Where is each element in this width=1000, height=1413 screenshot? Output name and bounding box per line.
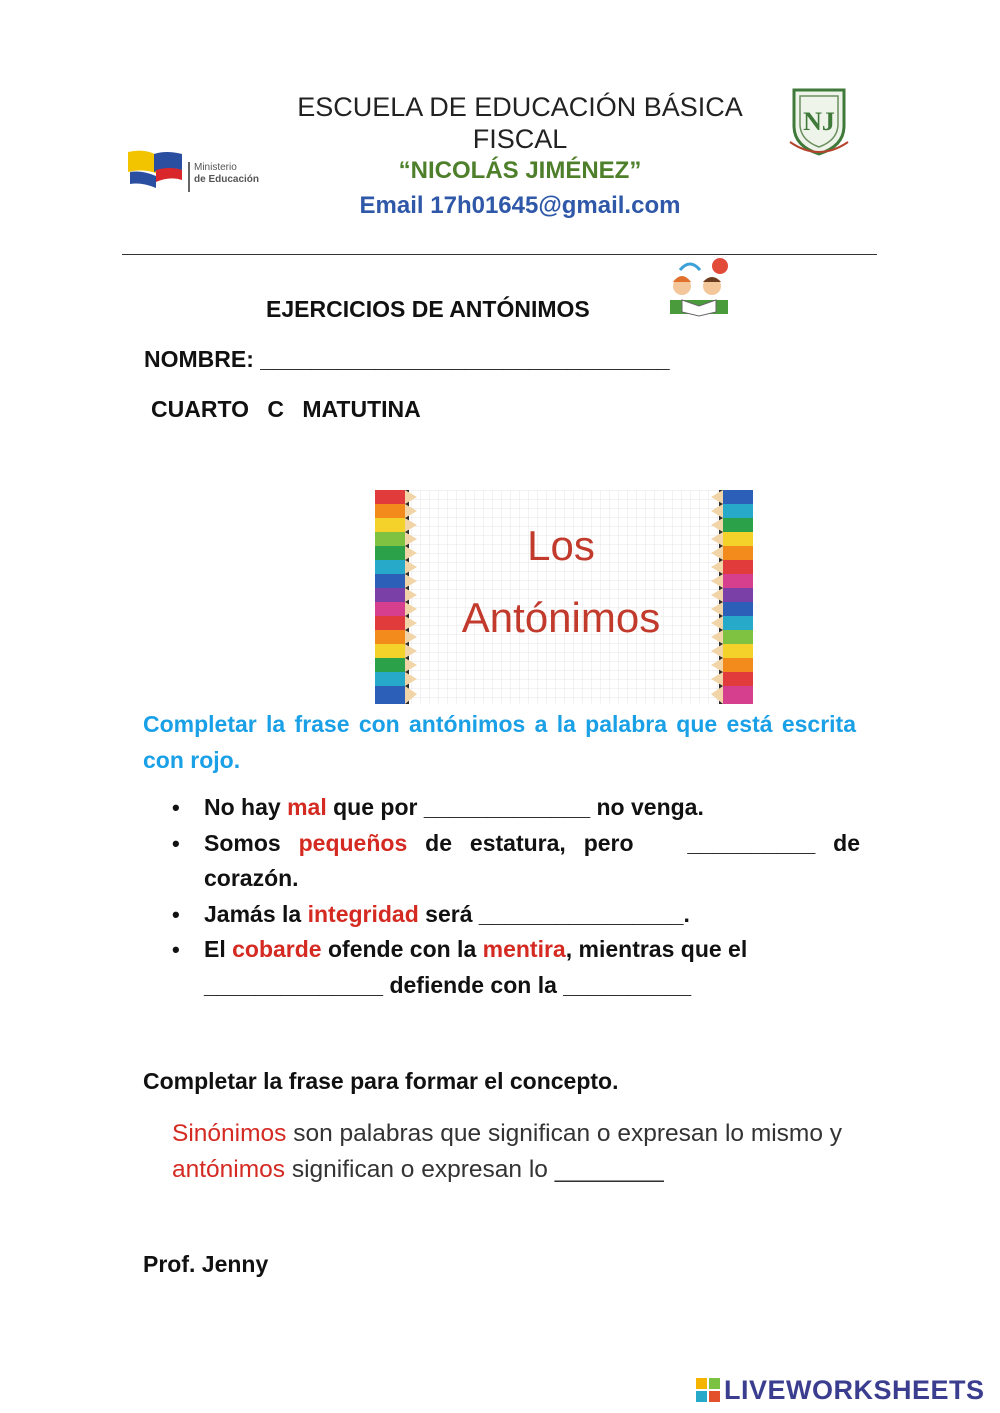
exercise-item [170, 826, 867, 897]
exercise-2-text-b: de estatura, pero __________ de corazón. [204, 829, 867, 891]
exercise-1-red-word: mal [287, 794, 327, 820]
school-email: Email 17h01645@gmail.com [359, 192, 681, 219]
concept-text-2: significan o expresan lo ________ [285, 1156, 664, 1183]
kids-reading-icon [660, 256, 738, 322]
ministry-label-1: Ministerio [194, 162, 237, 173]
banner-line-2: Antónimos [461, 594, 661, 641]
concept-text-1: son palabras que significan o expresan lo mismo y [286, 1120, 843, 1147]
exercise-3-red-word: integridad [307, 900, 419, 927]
kids-reading-illustration [660, 256, 738, 322]
banner-graphic [375, 490, 753, 704]
concept-paragraph [172, 1116, 862, 1188]
seal-icon [786, 86, 852, 158]
page-title: EJERCICIOS DE ANTÓNIMOS [266, 296, 590, 322]
grade-course: CUARTO [151, 396, 249, 422]
exercise-4-text-a: El [204, 936, 233, 962]
task-2-heading: Completar la frase para formar el concepto. [143, 1068, 619, 1094]
antonimos-banner [375, 490, 753, 704]
banner-line-1: Los [527, 522, 595, 569]
exercise-2-red-word: pequeños [298, 829, 408, 856]
school-line-2: FISCAL [472, 124, 568, 154]
exercise-4-text-c: , mientras que el ______________ defiende con la __________ [204, 936, 748, 998]
liveworksheets-logo-icon [696, 1378, 720, 1402]
school-line-1: ESCUELA DE EDUCACIÓN BÁSICA [297, 92, 743, 122]
school-name: “NICOLÁS JIMÉNEZ” [398, 157, 642, 184]
exercise-1-text-a: No hay [204, 794, 288, 820]
grade-line [151, 396, 433, 423]
grade-shift: MATUTINA [302, 396, 421, 422]
header-divider [122, 254, 877, 255]
exercise-1-text-b: que por _____________ no venga. [326, 794, 704, 820]
liveworksheets-watermark [696, 1375, 985, 1406]
teacher-signature: Prof. Jenny [143, 1251, 269, 1277]
exercise-item [170, 932, 860, 1003]
exercise-3-text-a: Jamás la [204, 900, 308, 927]
school-seal [786, 86, 852, 158]
exercise-list [170, 790, 867, 1003]
seal-monogram: NJ [803, 107, 835, 136]
exercise-3-text-b: será ________________. [418, 900, 690, 927]
watermark-text: LIVEWORKSHEETS [724, 1375, 985, 1405]
exercise-4-text-b: ofende con la [321, 936, 483, 962]
concept-word-antonimos: antónimos [172, 1156, 286, 1183]
exercise-item [170, 897, 860, 933]
grade-section: C [267, 396, 284, 422]
exercise-4-red-word-2: mentira [482, 936, 566, 962]
name-field-label: NOMBRE: ________________________________ [144, 346, 670, 372]
exercise-4-red-word-1: cobarde [232, 936, 322, 962]
instruction-text: Completar la frase con antónimos a la palabra que está escrita con rojo. [143, 711, 856, 773]
exercise-item [170, 790, 860, 826]
ministry-label-2: de Educación [194, 174, 260, 185]
exercise-2-text-a: Somos [204, 829, 299, 856]
concept-word-sinonimos: Sinónimos [172, 1120, 287, 1147]
